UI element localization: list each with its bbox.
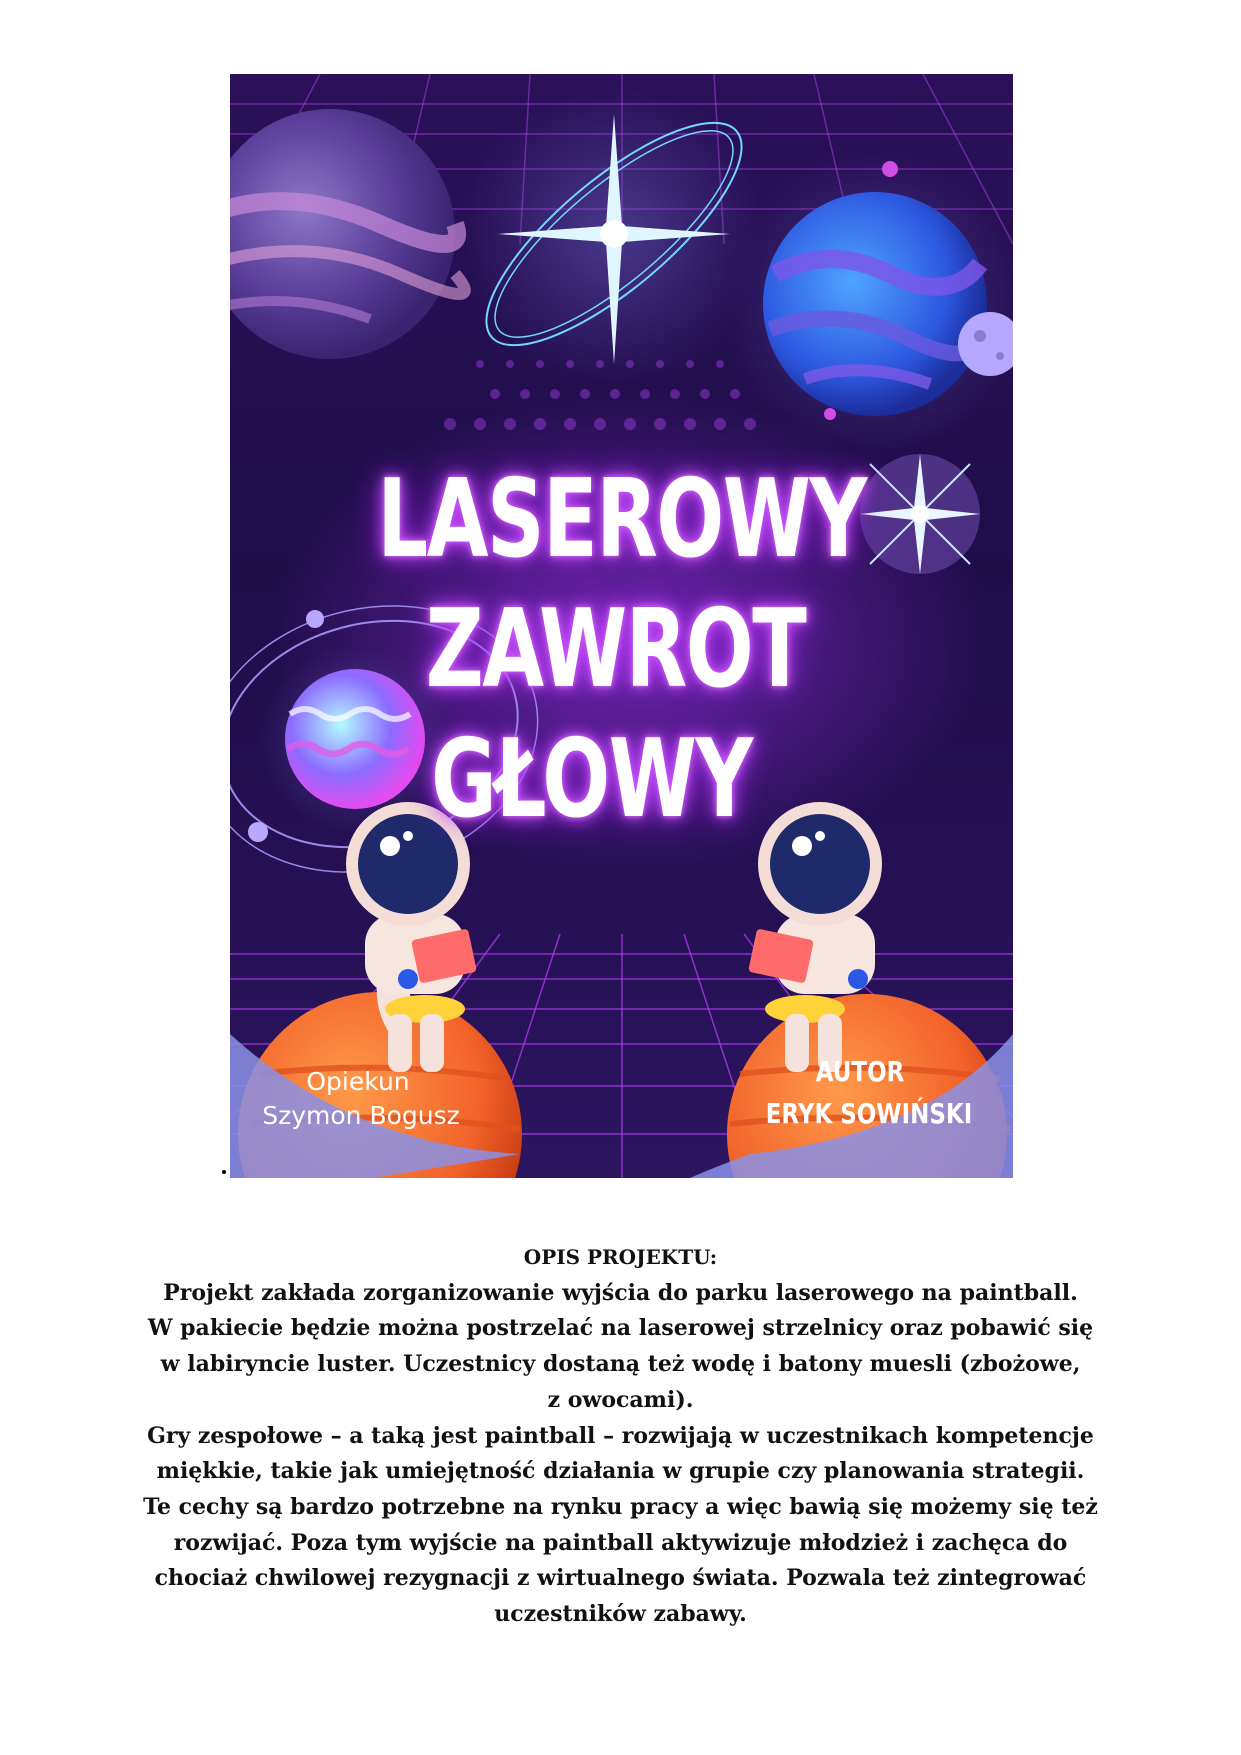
poster-title-line-3: GŁOWY <box>431 717 752 842</box>
blue-planet <box>725 154 1013 454</box>
purple-planet <box>230 109 465 359</box>
description-line: z owocami). <box>547 1386 694 1413</box>
description-line: Te cechy są bardzo potrzebne na rynku pracy a więc bawią się możemy się też <box>143 1493 1098 1520</box>
cover-poster <box>230 74 1013 1178</box>
description-line: Projekt zakłada zorganizowanie wyjścia do parku laserowego na paintball. <box>163 1279 1078 1306</box>
project-description <box>60 1240 1181 1633</box>
description-line: Gry zespołowe – a taką jest paintball – rozwijają w uczestnikach kompetencje <box>147 1422 1094 1449</box>
description-line: W pakiecie będzie można postrzelać na laserowej strzelnicy oraz pobawić się <box>147 1315 1094 1342</box>
guardian-name: Szymon Bogusz <box>262 1101 460 1130</box>
stray-dot <box>222 1170 226 1174</box>
guardian-role: Opiekun <box>306 1067 410 1096</box>
description-line: miękkie, takie jak umiejętność działania w grupie czy planowania strategii. <box>156 1458 1085 1485</box>
description-line: chociaż chwilowej rezygnacji z wirtualnego świata. Pozwala też zintegrować <box>154 1565 1087 1592</box>
description-heading: OPIS PROJEKTU: <box>523 1245 718 1269</box>
center-star <box>456 84 772 384</box>
poster-title-line-2: ZAWROT <box>425 587 806 712</box>
description-line: w labiryncie luster. Uczestnicy dostaną też wodę i batony muesli (zbożowe, <box>160 1351 1081 1378</box>
poster-title-line-1: LASEROWY <box>377 457 866 582</box>
description-line: uczestników zabawy. <box>494 1601 747 1628</box>
author-role: AUTOR <box>815 1055 905 1088</box>
author-name: ERYK SOWIŃSKI <box>765 1097 973 1130</box>
description-line: rozwijać. Poza tym wyjście na paintball aktywizuje młodzież i zachęca do <box>173 1529 1068 1556</box>
